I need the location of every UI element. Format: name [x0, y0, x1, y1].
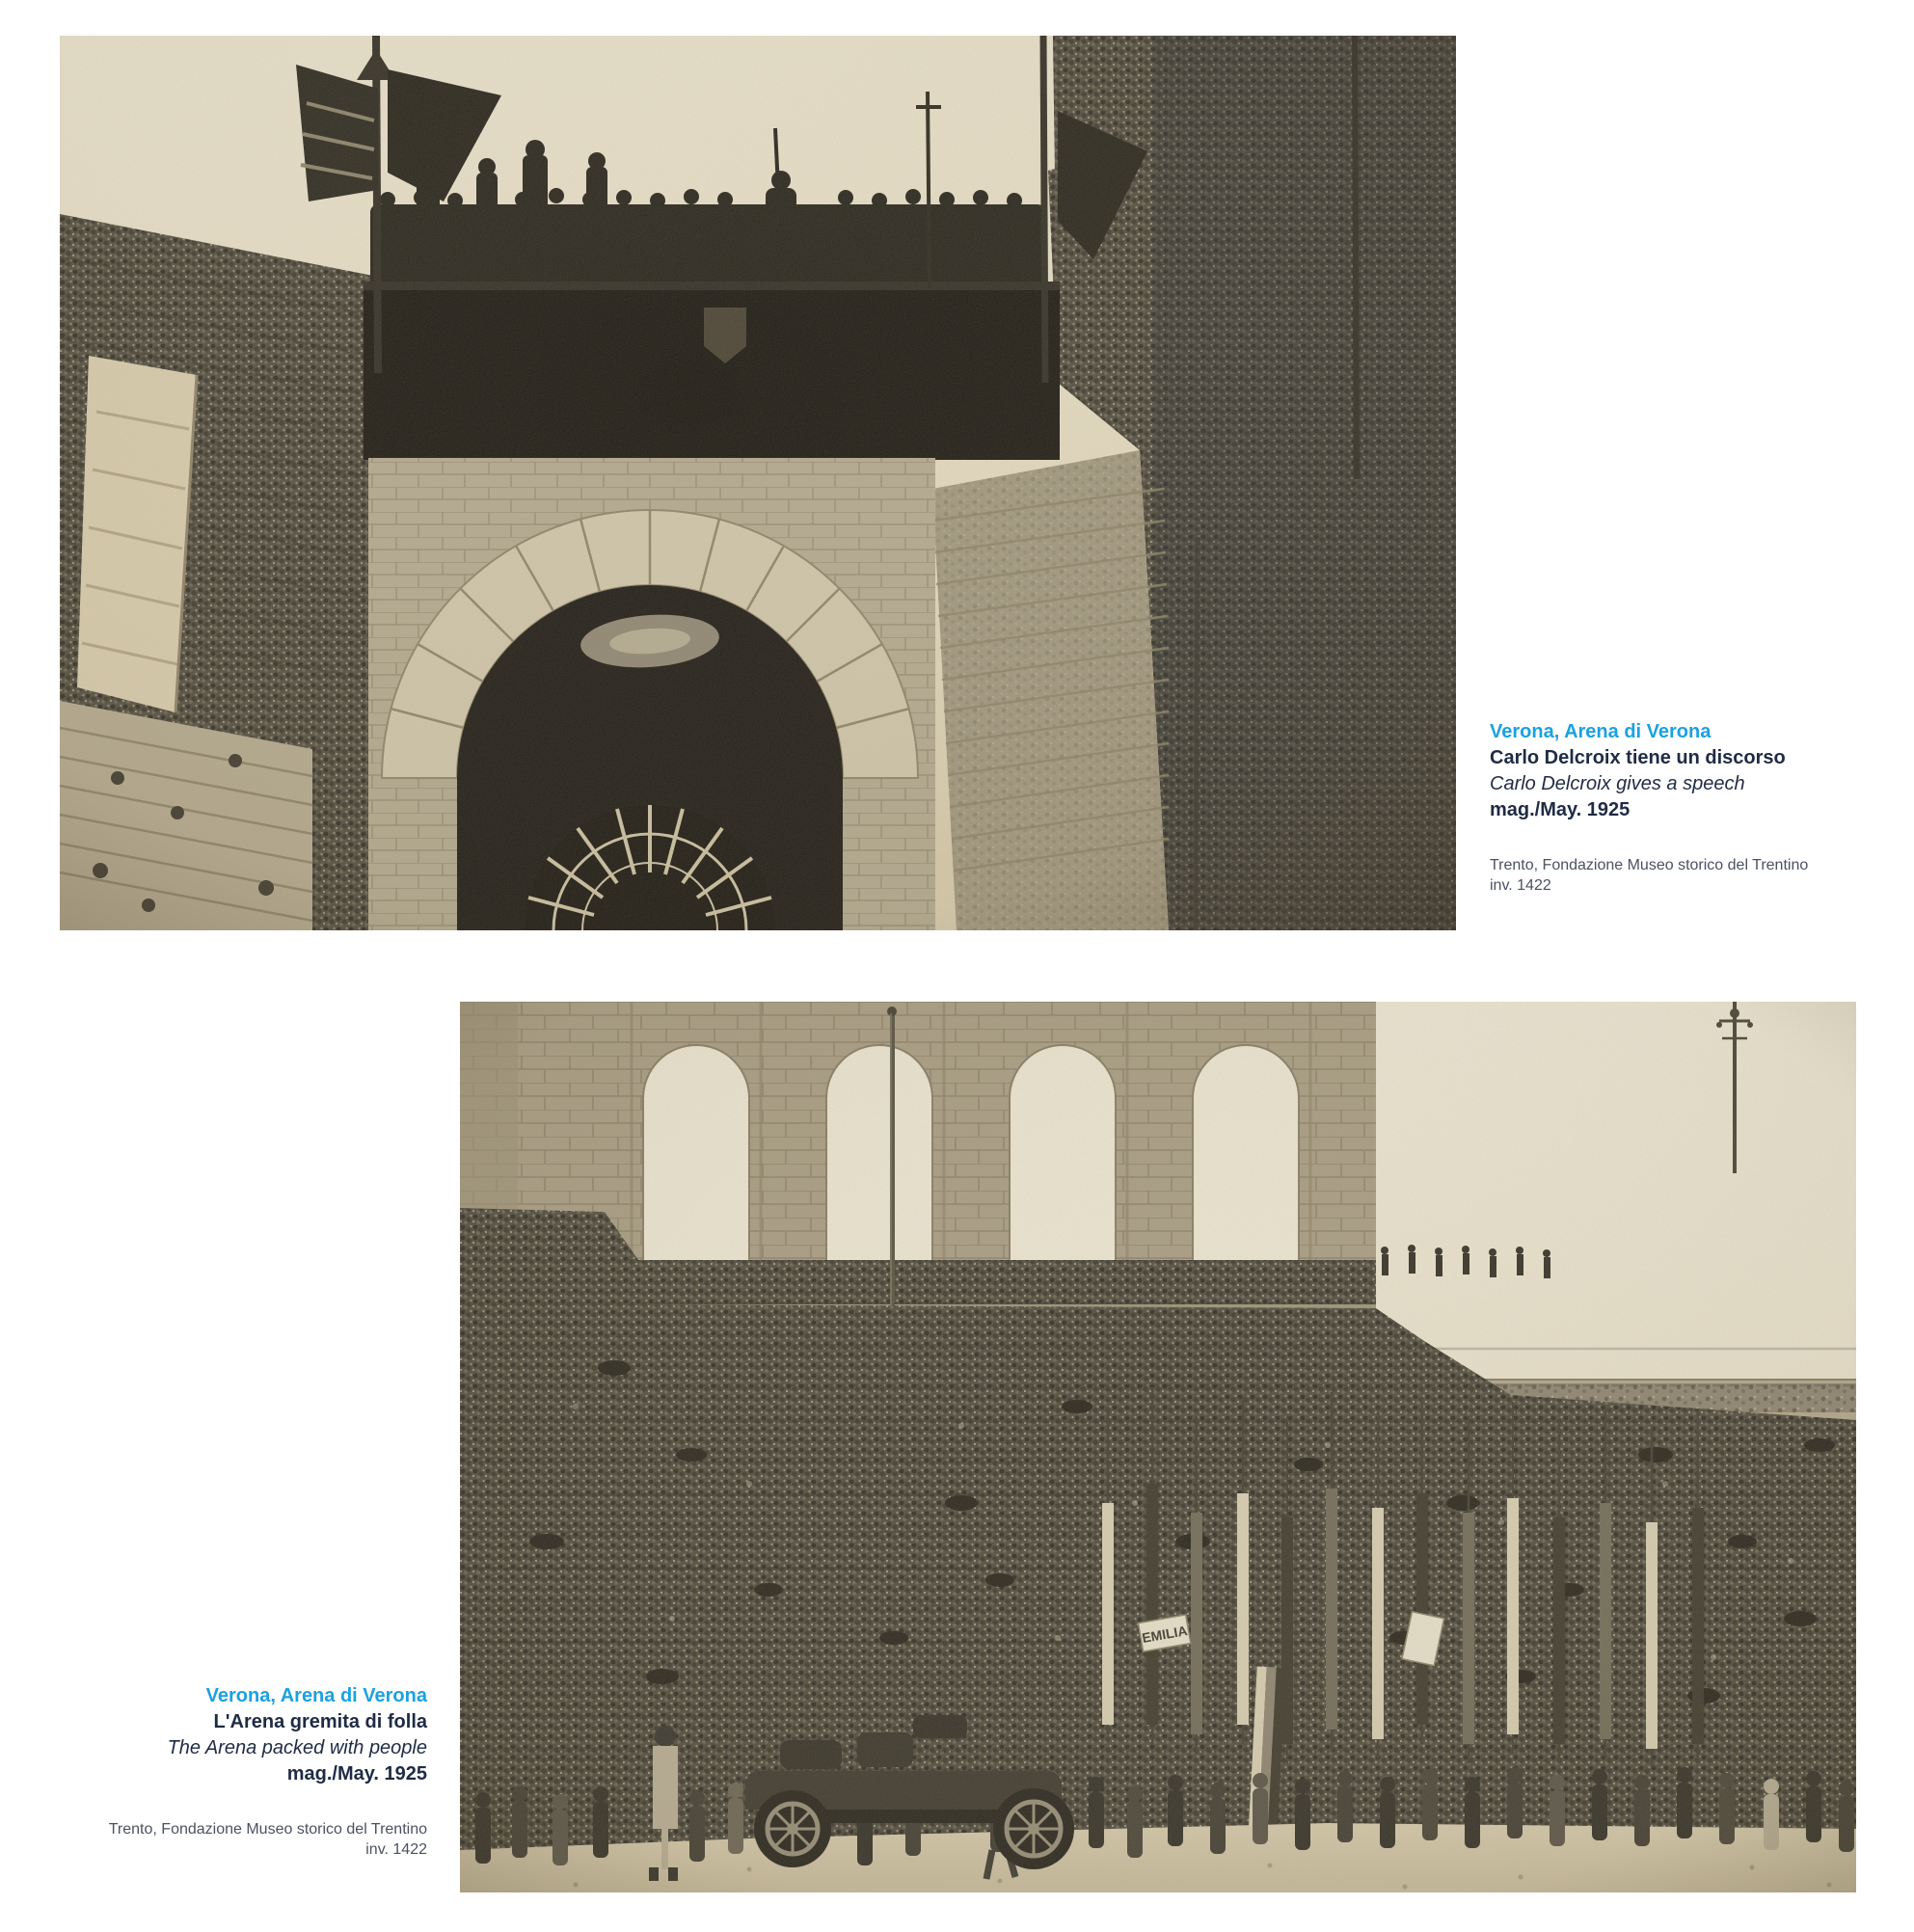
- vignette: [460, 1002, 1856, 1892]
- caption-bottom-title-english: The Arena packed with people: [167, 1737, 427, 1758]
- caption-top-title-italian: Carlo Delcroix tiene un discorso: [1490, 747, 1786, 768]
- caption-top-location: Verona, Arena di Verona: [1490, 721, 1712, 742]
- photo-arena-speech: [60, 36, 1456, 930]
- caption-top-credit: [1490, 855, 1904, 896]
- vignette: [60, 36, 1456, 930]
- caption-top-credit-institution: Trento, Fondazione Museo storico del Trentino: [1490, 857, 1809, 873]
- caption-top-date: mag./May. 1925: [1490, 799, 1631, 820]
- caption-top-credit-inventory: inv. 1422: [1490, 877, 1551, 894]
- caption-bottom-date: mag./May. 1925: [286, 1763, 427, 1784]
- caption-top-photo: [1490, 719, 1904, 896]
- photo-arena-crowd-image: [460, 1002, 1856, 1892]
- caption-top-title-english: Carlo Delcroix gives a speech: [1490, 773, 1745, 794]
- caption-bottom-credit: [56, 1819, 427, 1860]
- caption-bottom-credit-institution: Trento, Fondazione Museo storico del Trentino: [108, 1821, 427, 1838]
- caption-bottom-title-italian: L'Arena gremita di folla: [213, 1711, 427, 1732]
- caption-bottom-credit-inventory: inv. 1422: [365, 1841, 427, 1858]
- caption-bottom-photo: [56, 1683, 427, 1860]
- photo-arena-speech-image: [60, 36, 1456, 930]
- photo-arena-crowd: [460, 1002, 1856, 1892]
- caption-bottom-location: Verona, Arena di Verona: [205, 1685, 427, 1706]
